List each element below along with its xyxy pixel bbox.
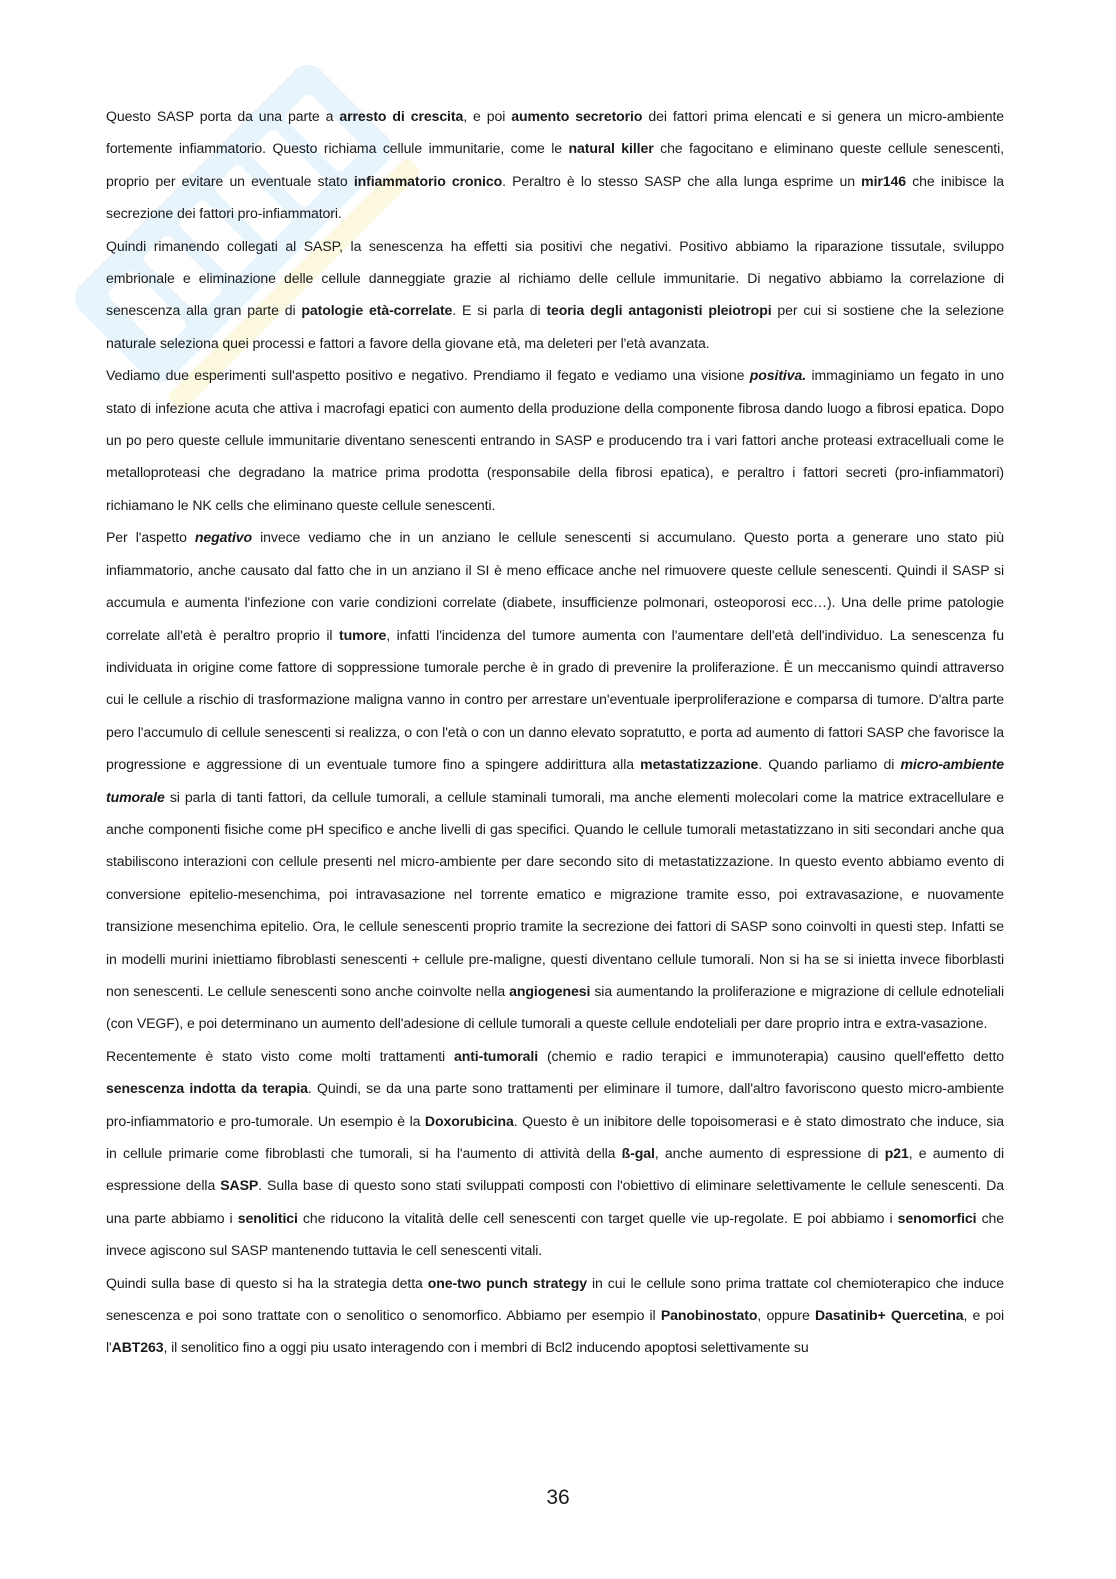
bold-term: Doxorubicina <box>424 1112 514 1129</box>
bold-term: patologie età-correlate <box>301 302 453 319</box>
text-run: Per l'aspetto <box>106 529 195 546</box>
paragraph <box>106 1267 1004 1364</box>
text-run: . Quindi, se da una parte sono trattamenti per eliminare il tumore, dall'altro favoriscono questo micro-ambiente pro-infiammatorio e pro-tumorale. Un esempio è la <box>106 1080 1004 1129</box>
text-run: . Questo è un inibitore delle topoisomerasi e è stato dimostrato che induce, sia in cellule primarie come fibroblasti che tumorali, si ha l'aumento di attività della <box>106 1112 1004 1161</box>
text-run: invece vediamo che in un anziano le cellule senescenti si accumulano. Questo porta a generare uno stato più infiammatorio, anche causato dal fatto che in un anziano il SI è meno efficace anche nel rimuovere queste cellule senescenti. Quindi il SASP si accumula e aumenta l'infezione con varie condizioni correlate (diabete, insufficienze polmonari, osteoporosi ecc…). Una delle prime patologie correlate all'età è peraltro proprio il <box>106 529 1004 643</box>
text-run: dei fattori prima elencati e si genera un micro-ambiente fortemente infiammatorio. Questo richiama cellule immunitarie, come le <box>106 108 1004 157</box>
text-run: , e poi l' <box>106 1307 1005 1356</box>
text-body <box>106 100 1004 1364</box>
bold-term: ABT263 <box>111 1339 164 1356</box>
bold-italic-term: positiva. <box>749 367 807 384</box>
bold-term: ß-gal <box>621 1145 655 1161</box>
text-run: che inibisce la secrezione dei fattori pro-infiammatori. <box>106 172 1005 222</box>
bold-term: mir146 <box>861 172 906 189</box>
text-run: che invece agiscono sul SASP mantenendo tuttavia le cell senescenti vitali. <box>106 1209 1004 1259</box>
bold-term: infiammatorio cronico <box>353 172 503 189</box>
text-run: Quindi rimanendo collegati al SASP, la senescenza ha effetti sia positivi che negativi. Positivo abbiamo la riparazione tissutale, sviluppo embrionale e eliminazione delle cellule danneggiate grazie al richiamo delle cellule immunitarie. Di negativo abbiamo la correlazione di senescenza alla gran parte di <box>106 237 1004 319</box>
bold-term: tumore <box>339 626 387 643</box>
text-run: Quindi sulla base di questo si ha la strategia detta <box>106 1274 428 1291</box>
bold-italic-term: negativo <box>194 529 253 546</box>
paragraph <box>106 230 1004 360</box>
bold-term: Panobinostato <box>660 1307 758 1324</box>
text-run: Questo SASP porta da una parte a <box>106 108 340 124</box>
text-run: si parla di tanti fattori, da cellule tumorali, a cellule staminali tumorali, ma anche elementi molecolari come la matrice extracellulare e anche componenti fisiche come pH specifico e anche livelli di gas specifici. Quando le cellule tumorali metastatizzano in siti secondari anche qua stabiliscono interazioni con cellule presenti nel micro-ambiente per dare secondo sito di metastatizzazione. In questo evento abbiamo evento di conversione epitelio-mesenchima, poi intravasazione nel torrente ematico e migrazione tramite esso, poi extravasazione, e nuovamente transizione mesenchima epitelio. Ora, le cellule senescenti proprio tramite la secrezione dei fattori di SASP sono coinvolti in questi step. Infatti se in modelli murini iniettiamo fibroblasti senescenti + cellule pre-maligne, questi diventano cellule tumorali. Non si ha se si inietta invece fiborblasti non senescenti. Le cellule senescenti sono anche coinvolte nella <box>106 788 1004 999</box>
text-run: . Sulla base di questo sono stati sviluppati composti con l'obiettivo di eliminare selettivamente le cellule senescenti. Da una parte abbiamo i <box>106 1177 1004 1226</box>
paragraph <box>106 100 1004 230</box>
text-run: , anche aumento di espressione di <box>654 1145 885 1161</box>
bold-term: senomorfici <box>897 1209 977 1226</box>
bold-term: Dasatinib+ Quercetina <box>814 1307 964 1324</box>
paragraph <box>106 1040 1004 1267</box>
text-run: sia aumentando la proliferazione e migrazione di cellule ednoteliali (con VEGF), e poi determinano un aumento dell'adesione di cellule tumorali a queste cellule endoteliali per dare proprio intra e extra-vasazione. <box>106 982 1004 1032</box>
text-run: che riducono la vitalità delle cell senescenti con target quelle vie up-regolate. E poi abbiamo i <box>297 1209 898 1226</box>
bold-term: p21 <box>884 1145 909 1161</box>
bold-term: arresto di crescita <box>339 108 464 124</box>
bold-term: aumento secretorio <box>511 108 643 124</box>
bold-term: anti-tumorali <box>453 1047 539 1064</box>
text-run: . Quando parliamo di <box>758 756 901 773</box>
text-run: per cui si sostiene che la selezione naturale seleziona quei processi e fattori a favore della giovane età, ma deleteri per l'età avanzata. <box>106 302 1005 351</box>
text-run: , e poi <box>463 108 512 124</box>
text-run: immaginiamo un fegato in uno stato di infezione acuta che attiva i macrofagi epatici con aumento della produzione della componente fibrosa dando luogo a fibrosi epatica. Dopo un po pero queste cellule immunitarie diventano senescenti entrando in SASP e producendo tra i vari fattori anche proteasi extracelluali come le metalloproteasi che degradano la matrice prima prodotta (responsabile della fibrosi epatica), e peraltro i fattori secreti (pro-infiammatori) richiamano le NK cells che eliminano queste cellule senescenti. <box>106 367 1004 513</box>
text-run: , infatti l'incidenza del tumore aumenta con l'aumentare dell'età dell'individuo. La senescenza fu individuata in origine come fattore di soppressione tumorale perche è in grado di prevenire la proliferazione. È un meccanismo quindi attraverso cui le cellule a rischio di trasformazione maligna vanno in contro per arrestare un'eventuale iperproliferazione e comparsa di tumore. D'altra parte pero l'accumulo di cellule senescenti si realizza, o con l'età o con un danno elevato sopratutto, e porta ad aumento di fattori SASP che favorisce la progressione e aggressione di un eventuale tumore fino a spingere addirittura alla <box>106 626 1004 773</box>
text-run: . E si parla di <box>452 302 547 319</box>
text-run: in cui le cellule sono prima trattate col chemioterapico che induce senescenza e poi sono trattate con o senolitico o senomorfico. Abbiamo per esempio il <box>106 1274 1005 1324</box>
paragraph <box>106 521 1004 1040</box>
text-run: , il senolitico fino a oggi piu usato interagendo con i membri di Bcl2 inducendo apoptosi selettivamente su <box>163 1339 809 1356</box>
text-run: , e aumento di espressione della <box>106 1145 1004 1194</box>
text-run: Vediamo due esperimenti sull'aspetto positivo e negativo. Prendiamo il fegato e vediamo una visione <box>106 367 750 384</box>
bold-term: SASP <box>220 1177 259 1194</box>
text-run: (chemio e radio terapici e immunoterapia) causino quell'effetto detto <box>538 1047 1004 1064</box>
text-run: , oppure <box>757 1307 815 1324</box>
text-run: che fagocitano e eliminano queste cellule senescenti, proprio per evitare un eventuale stato <box>106 140 1004 189</box>
bold-term: teoria degli antagonisti pleiotropi <box>546 302 772 319</box>
page-number: 36 <box>546 1486 570 1509</box>
bold-italic-term: micro-ambiente tumorale <box>106 756 1004 805</box>
bold-term: natural killer <box>568 140 654 157</box>
bold-term: senolitici <box>237 1209 298 1226</box>
paragraph <box>106 359 1004 521</box>
bold-term: senescenza indotta da terapia <box>106 1080 308 1097</box>
text-run: Recentemente è stato visto come molti trattamenti <box>106 1047 454 1064</box>
bold-term: one-two punch strategy <box>427 1274 587 1291</box>
bold-term: metastatizzazione <box>640 756 759 773</box>
text-run: . Peraltro è lo stesso SASP che alla lunga esprime un <box>502 172 862 189</box>
bold-term: angiogenesi <box>509 982 591 999</box>
